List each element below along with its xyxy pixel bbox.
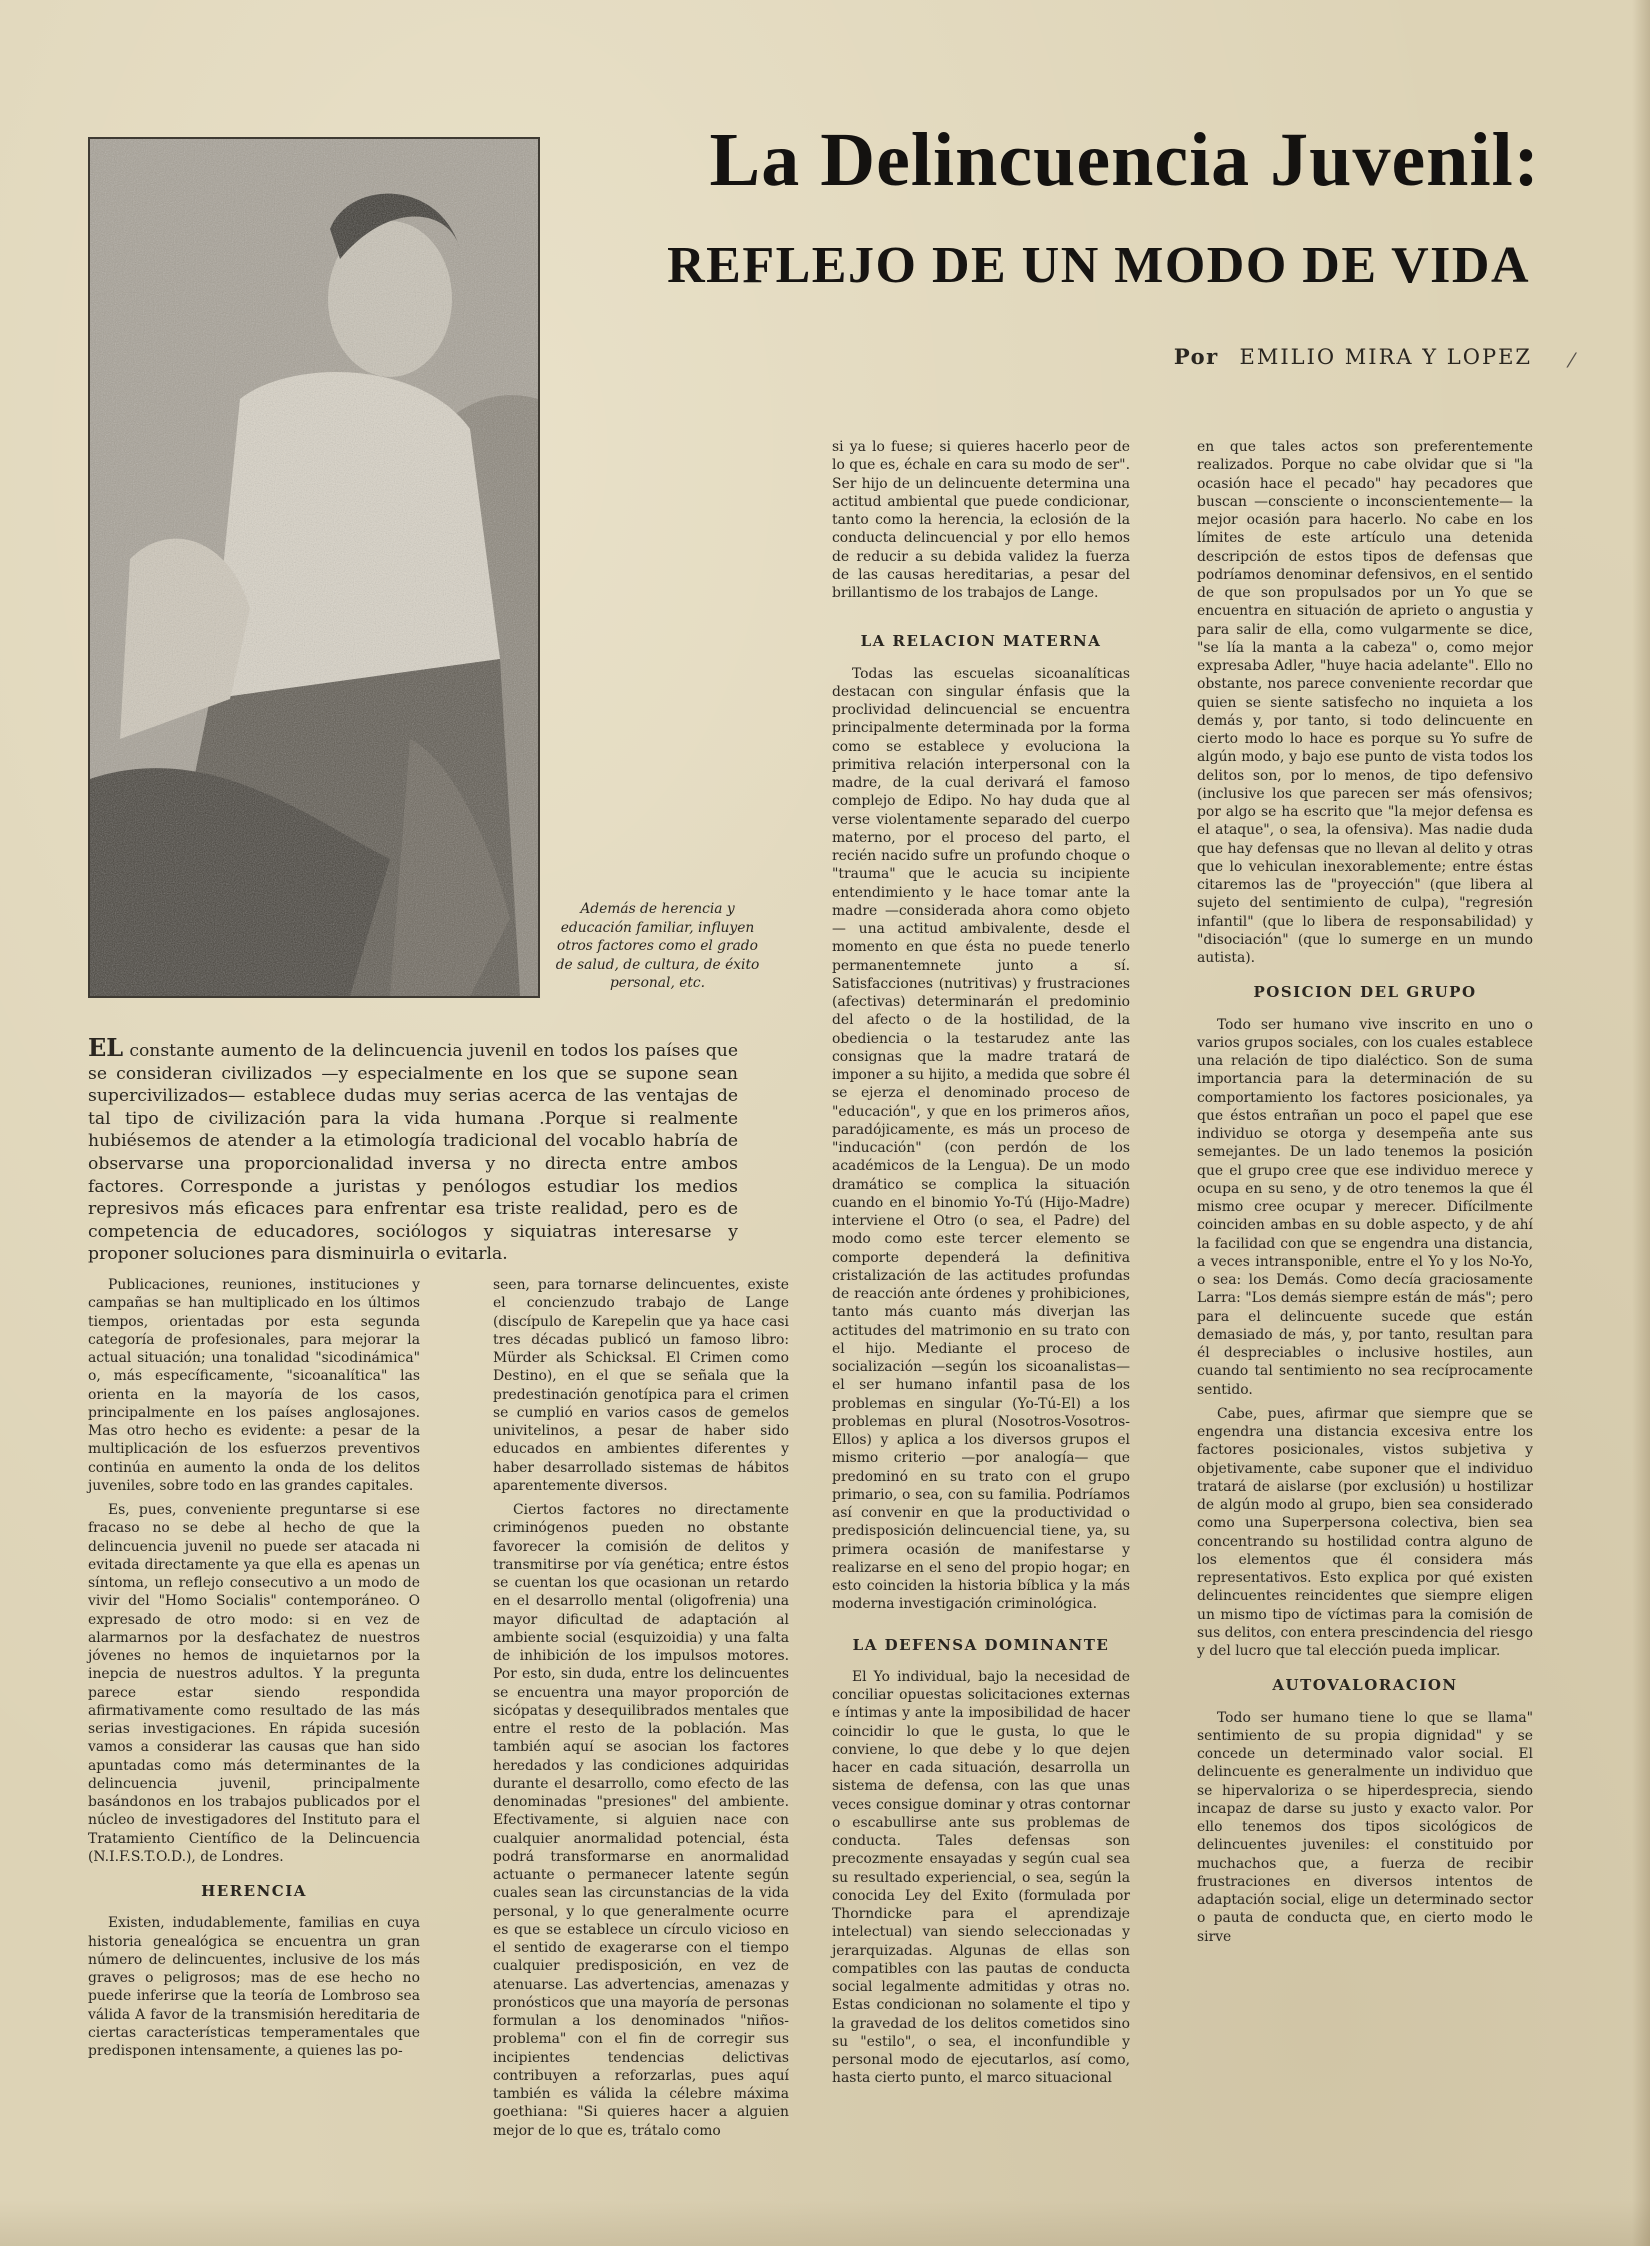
column-4 xyxy=(1197,438,1533,1946)
ink-mark: ⁄ xyxy=(1570,348,1574,372)
author-name: EMILIO MIRA Y LOPEZ xyxy=(1239,345,1532,369)
page-edge-shadow xyxy=(1632,0,1650,2246)
lead-initial: EL xyxy=(88,1033,124,1062)
paragraph: si ya lo fuese; si quieres hacerlo peor de lo que es, échale en cara su modo de ser". Ser hijo de un delincuente determina una actitud ambiental que puede condicionar, tanto como la herencia, la eclosión de la conducta delincuencial y por ello hemos de reducir a su debida validez la fuerza de las causas hereditarias, a pesar del brillantismo de los trabajos de Lange. xyxy=(832,439,1130,601)
section-heading-relacion-materna: LA RELACION MATERNA xyxy=(860,632,1102,651)
byline-prefix: Por xyxy=(1173,344,1219,369)
paragraph: Todas las escuelas sicoanalíticas destacan con singular énfasis que la proclividad delincuencial se encuentra principalmente determinada por la forma como se establece y evoluciona la primitiva relación interpersonal con la madre, de la cual derivará el famoso complejo de Edipo. No hay duda que al verse violentamente separado del cuerpo materno, por el proceso del parto, el recién nacido sufre un profundo choque o "trauma" que le acucia su incipiente entendimiento y le hace tomar ante la madre —considerada ahora como objeto— una actitud ambivalente, desde el momento en que ésta no puede tenerlo permanentemnete junto a sí. Satisfacciones (nutritivas) y frustraciones (afectivas) determinarán el predominio del afecto o de la hostilidad, de la obediencia o la testarudez ante las consignas que la madre tratará de imponer a su hijito, a medida que sobre él se ejerza el denominado proceso de "educación", y que en los primeros años, paradójicamente, es más un proceso de "inducación" (con perdón de los académicos de la Lengua). De un modo dramático se complica la situación cuando en el binomio Yo-Tú (Hijo-Madre) interviene el Otro (o sea, el Padre) del modo como este tercer elemento se comporte dependerá la definitiva cristalización de las actitudes profundas de reacción ante órdenes y prohibiciones, tanto más cuanto más diverjan las actitudes del matrimonio en su trato con el hijo. Mediante el proceso de socialización —según los sicoanalistas— el ser humano infantil pasa de los problemas en singular (Yo-Tú-El) a los problemas en plural (Nosotros-Vosotros-Ellos) y aplica a los diversos grupos el mismo criterio —por analogía— que predominó en su trato con el grupo primario, o sea, con su familia. Podríamos así convenir en que la productividad o predisposición delincuencial tiene, ya, su primera ocasión de manifestarse y realizarse en el seno del propio hogar; en esto coinciden la historia bíblica y la más moderna investigación criminológica. xyxy=(832,665,1130,1613)
section-heading-herencia: HERENCIA xyxy=(201,1882,307,1900)
section-heading-posicion-grupo: POSICION DEL GRUPO xyxy=(1253,983,1477,1002)
lead-text: constante aumento de la delincuencia juvenil en todos los países que se consideran civilizados —y especialmente en los que se supone sean supercivilizados— establece dudas muy serias acerca de las ventajas de tal tipo de civilización para la vida humana .Porque si realmente hubiésemos de atender a la etimología tradicional del vocablo habría de observarse una proporcionalidad inversa y no directa entre ambos factores. Corresponde a juristas y penólogos estudiar los medios represivos más eficaces para enfrentar esa triste realidad, pero es de competencia de educadores, sociólogos y siquiatras interesarse y proponer soluciones para disminuirla o evitarla. xyxy=(88,1041,738,1265)
paragraph: Todo ser humano tiene lo que se llama" sentimiento de su propia dignidad" y se concede un determinado valor social. El delincuente es generalmente un individuo que se hipervaloriza o se hiperdesprecia, siendo incapaz de darse su justo y exacto valor. Por ello tenemos dos tipos sicológicos de delincuentes juveniles: el constituido por muchachos que, a fuerza de recibir frustraciones en diversos intentos de adaptación social, elige un determinado sector o pauta de conducta que, en cierto modo le sirve xyxy=(1197,1709,1533,1945)
paragraph: en que tales actos son preferentemente realizados. Porque no cabe olvidar que si "la ocasión hace el pecado" hay pecadores que buscan —consciente o inconscientemente— la mejor ocasión para hacerlo. No cabe en los límites de este artículo una detenida descripción de estos tipos de defensas que podríamos denominar defensivos, en el sentido de que son propulsados por un Yo que se encuentra en situación de aprieto o angustia y para salir de ella, como vulgarmente se dice, "se lía la manta a la cabeza" o, como mejor expresaba Adler, "huye hacia adelante". Ello no obstante, nos parece conveniente recordar que quien se siente satisfecho no inquieta a los demás y, por tanto, si todo delincuente en cierto modo lo hace es porque su Yo sufre de algún modo, y bajo ese punto de vista todos los delitos son, por lo menos, de tipo defensivo (inclusive los que parecen ser más ofensivos; por algo se ha escrito que "la mejor defensa es el ataque", o sea, la ofensiva). Mas nadie duda que hay defensas que no llevan al delito y otras que lo vehiculan inexorablemente; entre éstas citaremos las de "proyección" (que libera al sujeto del sentimiento de culpa), "regresión infantil" (que lo libera de responsabilidad) y "disociación" (que lo sumerge en un mundo autista). xyxy=(1197,439,1533,966)
paragraph: Cabe, pues, afirmar que siempre que se engendra una distancia excesiva entre los factores posicionales, vistos subjetiva y objetivamente, cabe suponer que el individuo tratará de aislarse (por exclusión) u hostilizar de algún modo al grupo, bien sea considerado como una Superpersona colectiva, bien sea concentrando su hostilidad contra alguno de los elementos que él considera más representativos. Esto explica por qué existen delincuentes reincidentes que siempre eligen un mismo tipo de víctimas para la comisión de sus delitos, con entera prescindencia del riesgo y del lucro que tal elección pueda implicar. xyxy=(1197,1405,1534,1659)
article-photo xyxy=(88,137,540,998)
section-heading-defensa-dominante: LA DEFENSA DOMINANTE xyxy=(852,1635,1110,1654)
paragraph: Todo ser humano vive inscrito en uno o varios grupos sociales, con los cuales establece una relación de tipo dialéctico. Son de suma importancia para la determinación de su comportamiento los factores posicionales, ya que éstos entrañan un poco el papel que ese individuo se otorga y desempeña ante sus semejantes. De un lado tenemos la posición que el grupo cree que ese individuo merece y ocupa en su seno, y de otro tenemos la que él mismo cree ocupar y merecer. Difícilmente coinciden ambas en su doble aspecto, y de ahí la facilidad con que se engendra una distancia, a veces intransponible, entre el Yo y los No-Yo, o sea: los Demás. Como decía graciosamente Larra: "Los demás siempre están de más"; pero para el delincuente sucede que están demasiado de más, y, por tanto, resultan para él despreciables o inclusive hostiles, aun cuando tal sentimiento no sea recíprocamente sentido. xyxy=(1197,1016,1533,1398)
paragraph: seen, para tornarse delincuentes, existe el concienzudo trabajo de Lange (discípulo de Karepelin que ya hace casi tres décadas publicó un famoso libro: Mürder als Schicksal. El Crimen como Destino), en el que se señala que la predestinación genotípica para el crimen se cumplió en varios casos de gemelos univitelinos, a pesar de haber sido educados en ambientes diferentes y haber desarrollado sistemas de hábitos aparentemente diversos. xyxy=(493,1277,789,1494)
lead-paragraph xyxy=(88,1033,738,1266)
column-3 xyxy=(832,438,1130,2088)
paragraph: Publicaciones, reuniones, instituciones y campañas se han multiplicado en los últimos tiempos, orientadas por esta segunda categoría de profesionales, para mejorar la actual situación; una tonalidad "sicodinámica" o, más específicamente, "sicoanalítica" las orienta en la mayoría de los casos, principalmente en los países anglosajones. Mas otro hecho es evidente: a pesar de la multiplicación de los esfuerzos preventivos continúa en aumento la onda de los delitos juveniles, sobre todo en las grandes capitales. xyxy=(88,1277,420,1494)
paragraph: Es, pues, conveniente preguntarse si ese fracaso no se debe al hecho de que la delincuencia juvenil no puede ser atacada ni evitada directamente ya que ella es apenas un síntoma, un reflejo consecutivo a un modo de vivir del "Homo Socialis" contemporáneo. O expresado de otro modo: si en vez de alarmarnos por la desfachatez de nuestros jóvenes no hemos de inquietarnos por la inepcia de nuestros adultos. Y la pregunta parece estar siendo respondida afirmativamente como resultado de las más serias investigaciones. En rápida sucesión vamos a considerar las causas que han sido apuntadas como más determinantes de la delincuencia juvenil, principalmente basándonos en los trabajos publicados por el núcleo de investigadores del Instituto para el Tratamiento Científico de la Delincuencia (N.I.F.S.T.O.D.), de Londres. xyxy=(88,1502,420,1865)
paragraph: El Yo individual, bajo la necesidad de conciliar opuestas solicitaciones externas e íntimas y ante la imposibilidad de hacer coincidir lo que le gusta, lo que le conviene, lo que debe y lo que dejen hacer en cada situación, desarrolla un sistema de defensa, con las que unas veces consigue dominar y otras contornar o escabullirse ante sus problemas de conducta. Tales defensas son precozmente ensayadas y según cual sea su resultado experiencial, o sea, según la conocida Ley del Exito (formulada por Thorndicke para el aprendizaje intelectual) van siendo seleccionadas y jerarquizadas. Algunas de ellas son compatibles con las pautas de conducta social legalmente admitidas y otras no. Estas condicionan no solamente el tipo y la gravedad de los delitos cometidos sino su "estilo", o sea, el inconfundible y personal modo de ejecutarlos, así como, hasta cierto punto, el marco situacional xyxy=(832,1668,1130,2087)
section-heading-autovaloracion: AUTOVALORACION xyxy=(1272,1676,1458,1695)
article-subtitle: REFLEJO DE UN MODO DE VIDA xyxy=(667,237,1530,294)
byline xyxy=(900,344,1532,369)
page-bottom-shadow xyxy=(0,2200,1650,2246)
paragraph: Existen, indudablemente, familias en cuya historia genealógica se encuentra un gran número de delincuentes, inclusive de los más graves o peligrosos; mas de ese hecho no puede inferirse que la teoría de Lombroso sea válida A favor de la transmisión hereditaria de ciertas características temperamentales que predisponen intensamente, a quienes las po- xyxy=(88,1915,420,2059)
photo-caption: Además de herencia y educación familiar, influyen otros factores como el grado de salud, de cultura, de éxito personal, etc. xyxy=(555,901,760,991)
photo-figure xyxy=(90,139,538,996)
column-1 xyxy=(88,1276,420,2060)
column-2 xyxy=(493,1276,789,2140)
paragraph: Ciertos factores no directamente criminógenos pueden no obstante favorecer la comisión de delitos y transmitirse por vía genética; entre éstos se cuentan los que ocasionan un retardo en el desarrollo mental (oligofrenia) una mayor dificultad de adaptación al ambiente social (esquizoidia) y una falta de inhibición de los impulsos motores. Por esto, sin duda, entre los delincuentes se encuentra una mayor proporción de sicópatas y desequilibrados mentales que entre el resto de la población. Mas también aquí se asocian los factores heredados y las condiciones adquiridas durante el desarrollo, como efecto de las denominadas "presiones" del ambiente. Efectivamente, si alguien nace con cualquier anormalidad potencial, ésta podrá transformarse en anormalidad actuante o permanecer latente según cuales sean las circunstancias de la vida personal, y lo que generalmente ocurre es que se establece un círculo vicioso en el sentido de exagerarse con el tiempo cualquier predisposición, en vez de atenuarse. Las advertencias, amenazas y pronósticos que una mayoría de personas formulan a los denominados "niños-problema" con el fin de corregir sus incipientes tendencias delictivas contribuyen a reforzarlas, pues aquí también es válida la célebre máxima goethiana: "Si quieres hacer a alguien mejor de lo que es, trátalo como xyxy=(493,1502,789,2139)
article-title: La Delincuencia Juvenil: xyxy=(709,118,1540,202)
